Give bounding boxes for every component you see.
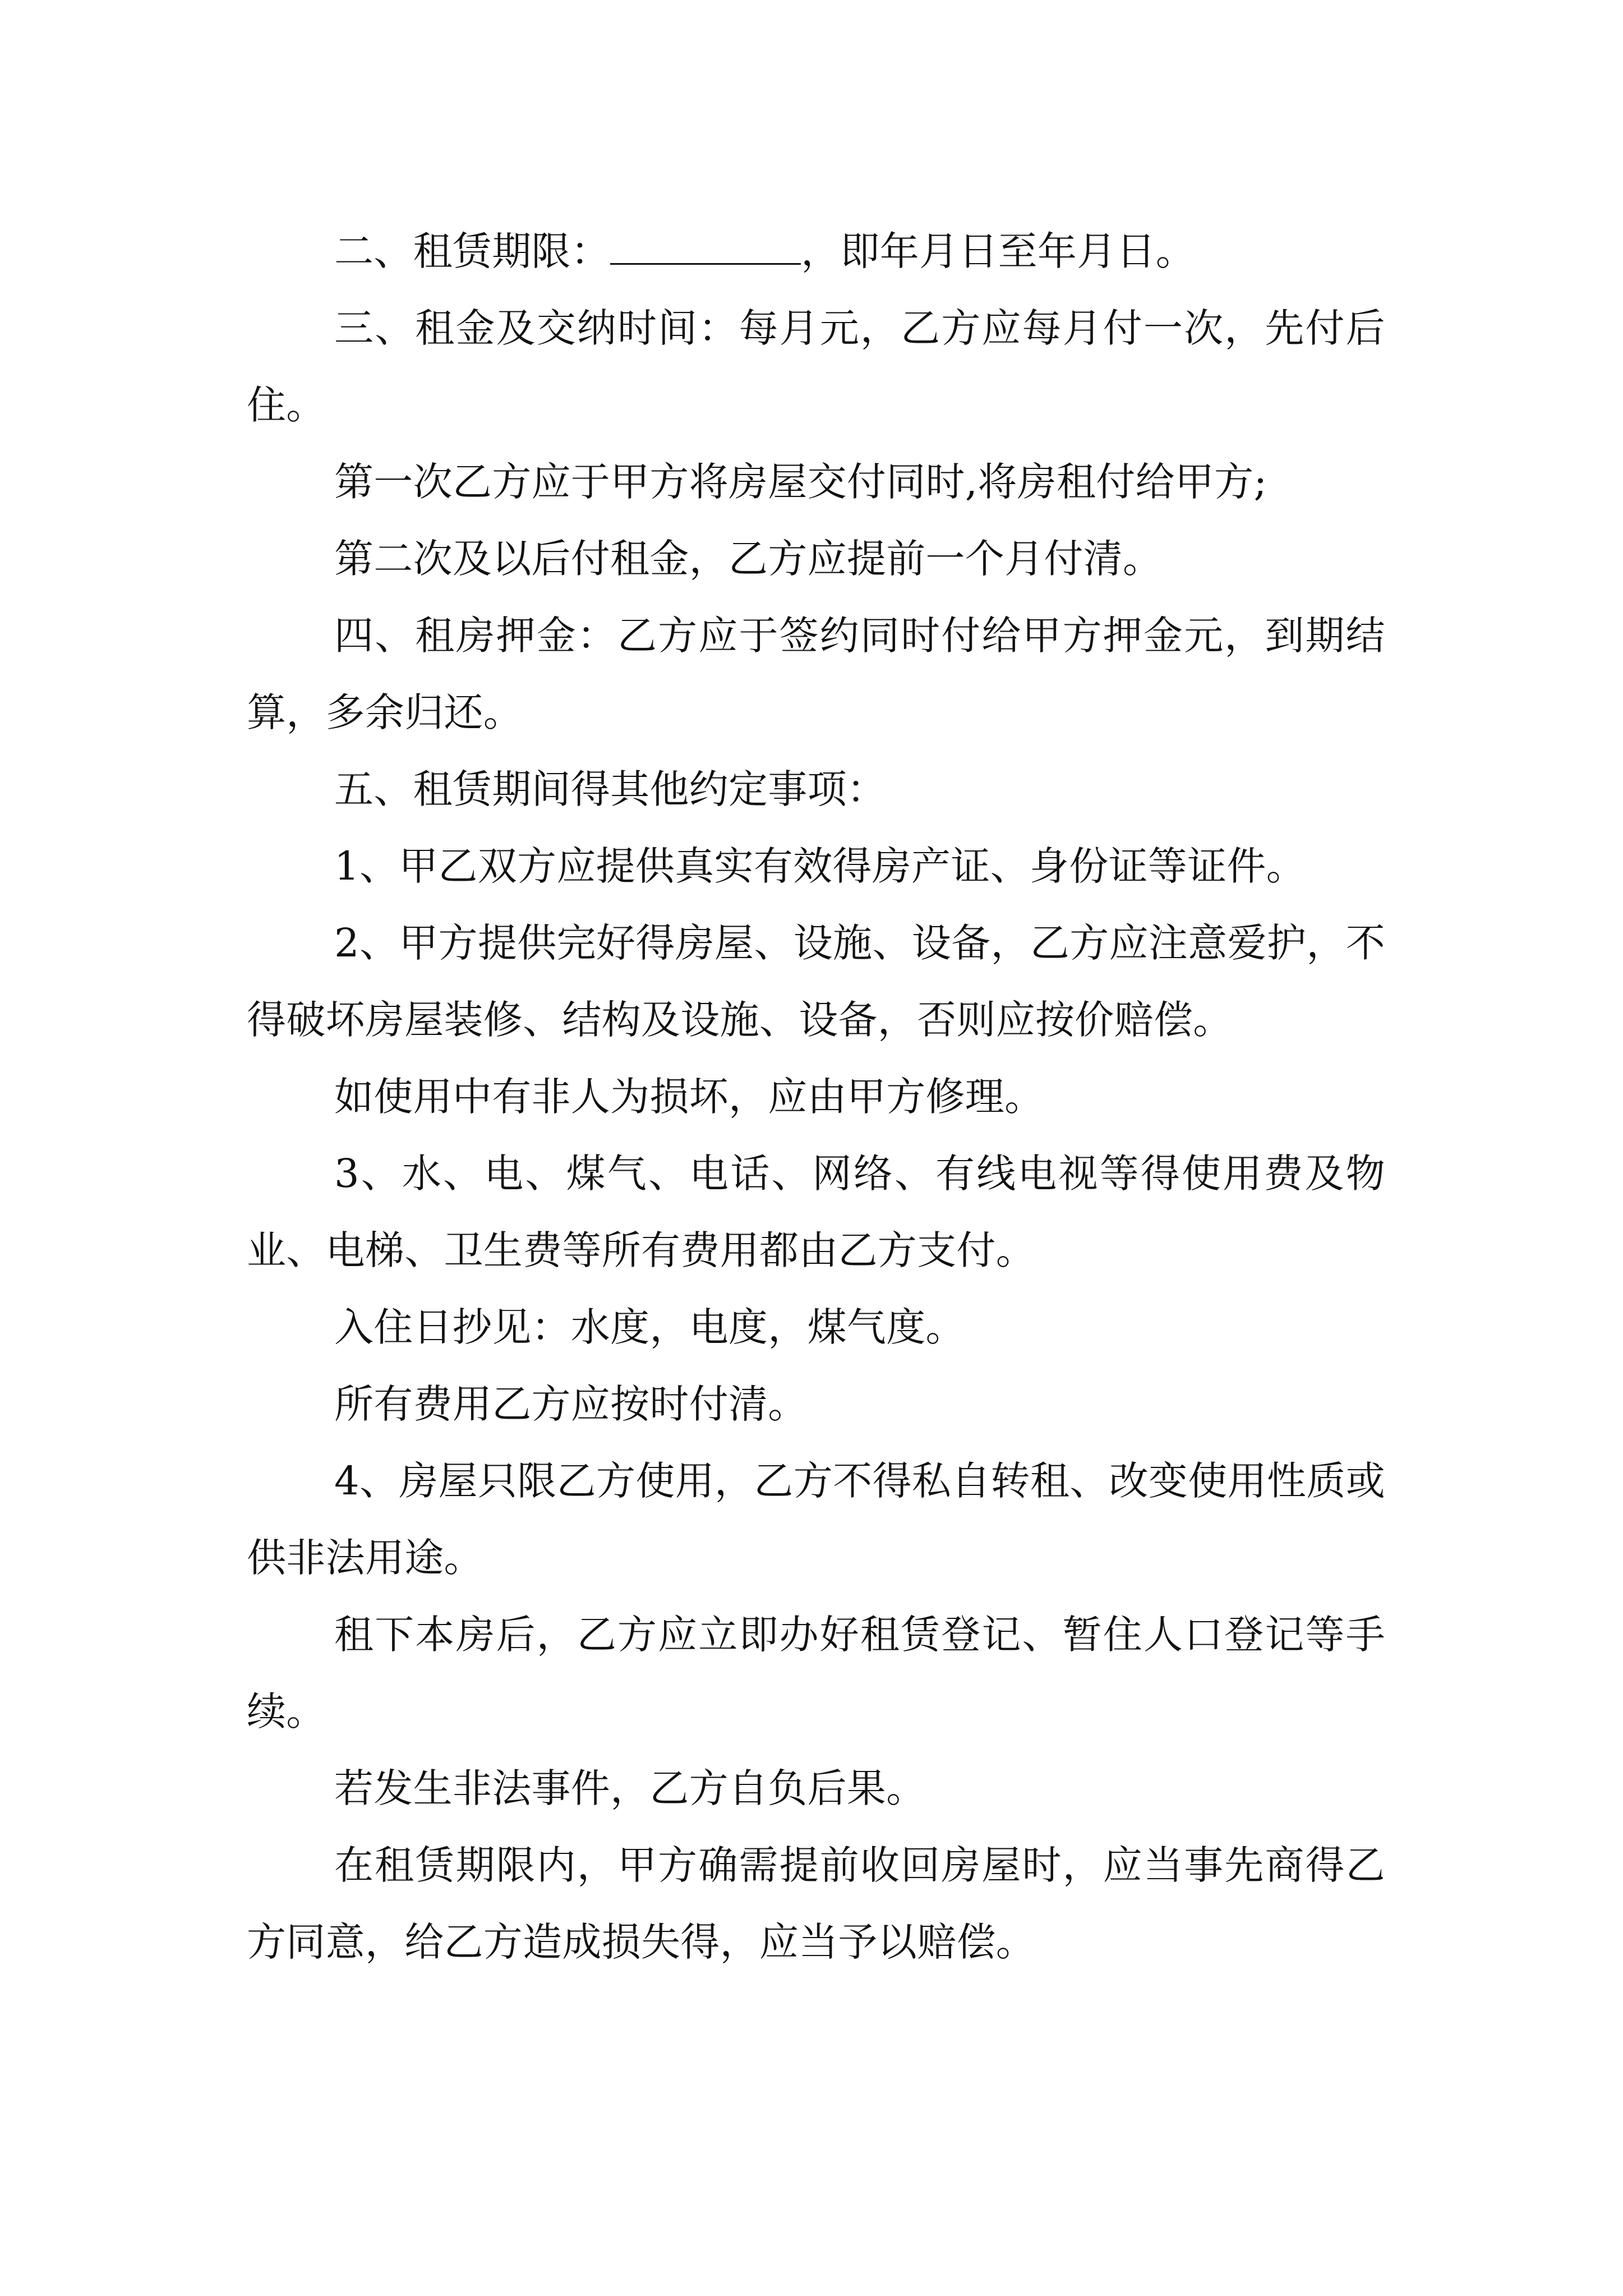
fees-paragraph: 所有费用乙方应按时付清。: [334, 1381, 808, 1427]
rent-payment-paragraph: 三、租金及交纳时间：每月元，乙方应每月付一次，先付后住。: [247, 305, 1385, 428]
early-termination-paragraph: 在租赁期限内，甲方确需提前收回房屋时，应当事先商得乙方同意，给乙方造成损失得，应当予以赔偿。: [247, 1842, 1385, 1965]
other-terms-heading: 五、租赁期间得其他约定事项：: [334, 766, 887, 812]
meter-reading-paragraph: 入住日抄见：水度，电度，煤气度。: [334, 1304, 965, 1350]
lease-term-dates: ，即年月日至年月日。: [801, 228, 1196, 274]
term-3-paragraph: 3、水、电、煤气、电话、网络、有线电视等得使用费及物业、电梯、卫生费等所有费用都由乙方支付。: [247, 1151, 1385, 1273]
document-body: [247, 213, 1385, 1981]
illegal-events-paragraph: 若发生非法事件，乙方自负后果。: [334, 1765, 926, 1811]
lease-term-blank-field: [610, 229, 801, 265]
registration-paragraph: 租下本房后，乙方应立即办好租赁登记、暂住人口登记等手续。: [247, 1612, 1385, 1734]
first-payment-paragraph: 第一次乙方应于甲方将房屋交付同时,将房租付给甲方;: [334, 459, 1267, 505]
subsequent-payment-paragraph: 第二次及以后付租金，乙方应提前一个月付清。: [334, 536, 1163, 582]
term-4-paragraph: 4、房屋只限乙方使用，乙方不得私自转租、改变使用性质或供非法用途。: [247, 1458, 1385, 1581]
lease-term-paragraph: [247, 213, 1385, 290]
repair-paragraph: 如使用中有非人为损坏，应由甲方修理。: [334, 1074, 1044, 1120]
term-2-paragraph: 2、甲方提供完好得房屋、设施、设备，乙方应注意爱护，不得破坏房屋装修、结构及设施、设备，否则应按价赔偿。: [247, 920, 1385, 1043]
deposit-paragraph: 四、租房押金：乙方应于签约同时付给甲方押金元，到期结算，多余归还。: [247, 613, 1385, 735]
term-1-paragraph: 1、甲乙双方应提供真实有效得房产证、身份证等证件。: [334, 843, 1306, 889]
lease-term-label: 二、租赁期限：: [334, 228, 611, 274]
